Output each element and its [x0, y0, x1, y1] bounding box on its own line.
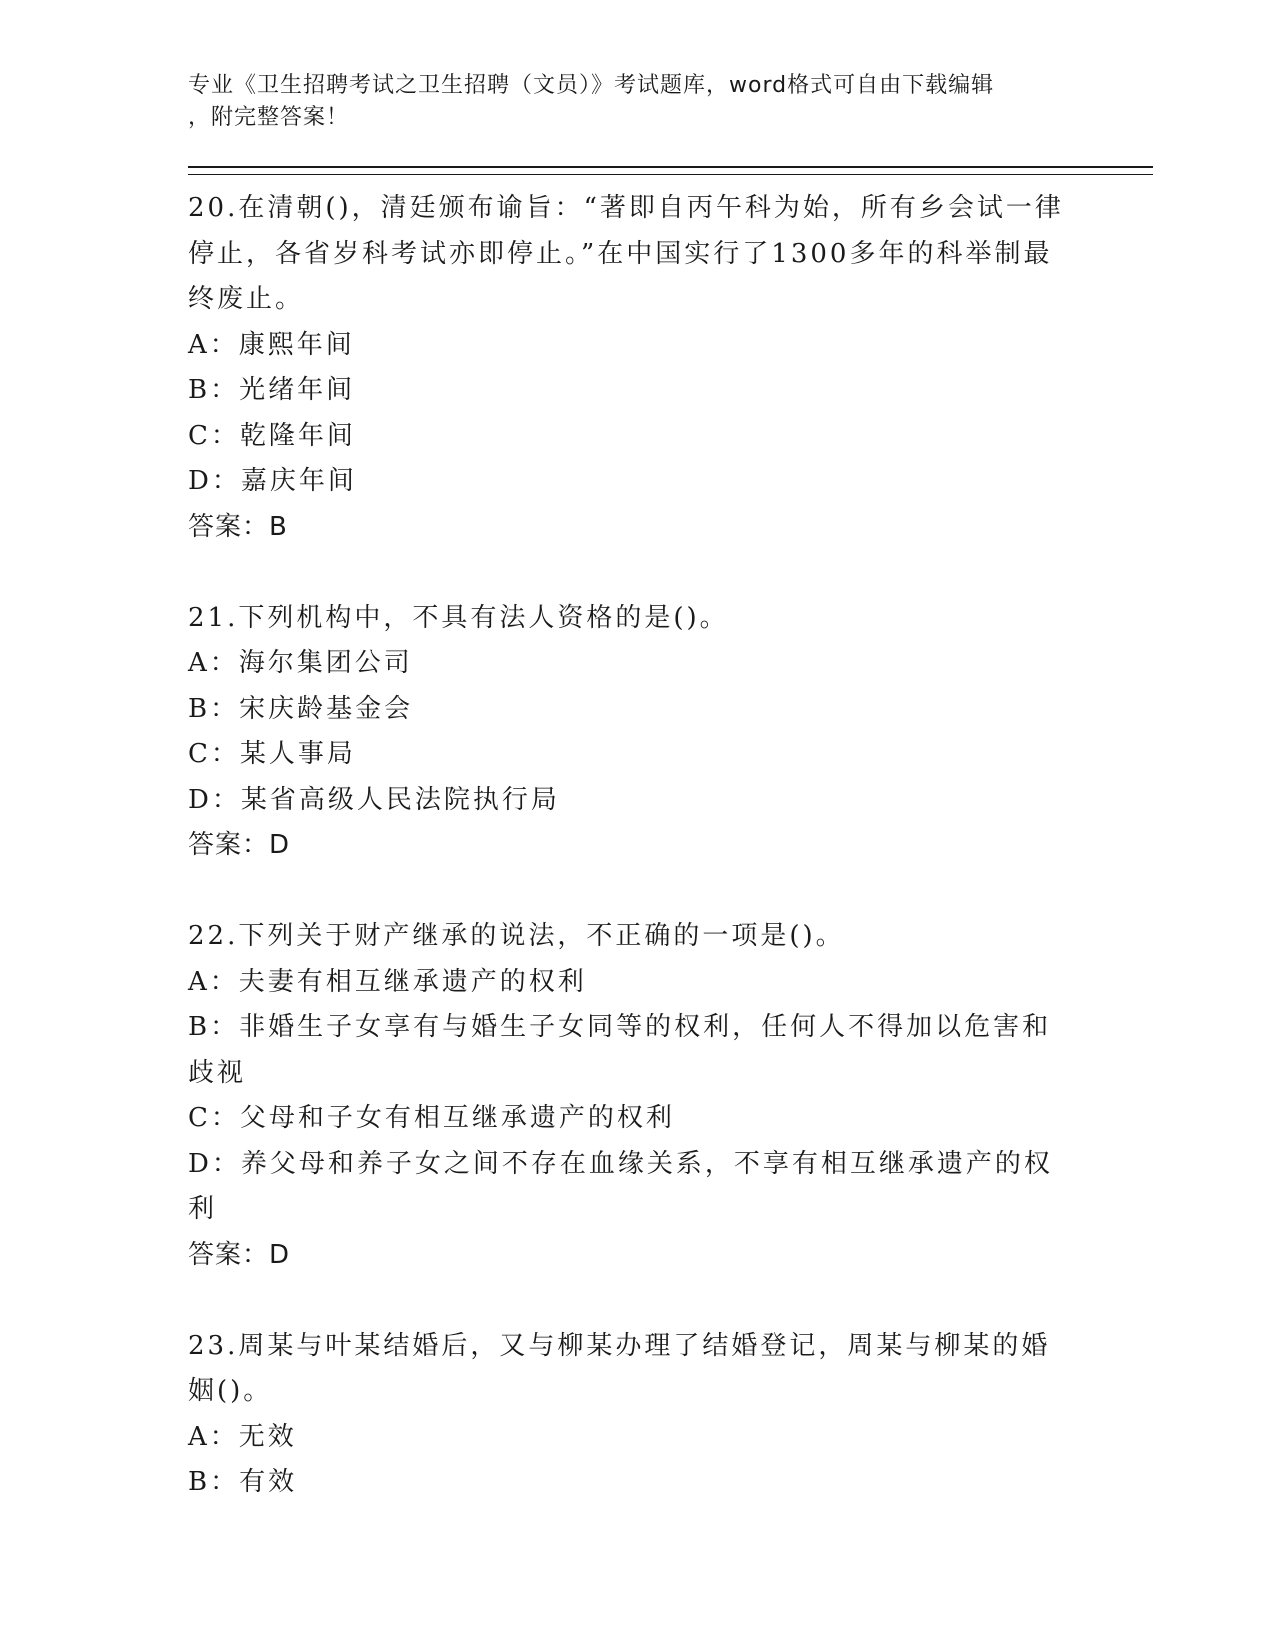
answer-line: 答案：D [188, 830, 291, 860]
option-c: C：某人事局 [188, 739, 356, 769]
document-page [188, 70, 1153, 1506]
option-c: C：乾隆年间 [188, 420, 356, 451]
option-d: D：某省高级人民法院执行局 [188, 784, 560, 815]
question-23 [188, 1324, 1068, 1506]
document-header [188, 70, 1068, 134]
option-b: B：宋庆龄基金会 [188, 693, 414, 724]
option-d: D：养父母和养子女之间不存在血缘关系，不享有相互继承遗产的权利 [188, 1148, 1053, 1224]
spacer [188, 869, 1068, 915]
option-b: B：有效 [188, 1467, 298, 1497]
question-21 [188, 596, 1068, 869]
question-22 [188, 914, 1068, 1278]
option-a: A：无效 [188, 1421, 297, 1452]
option-a: A：夫妻有相互继承遗产的权利 [188, 966, 587, 997]
spacer [188, 550, 1068, 596]
header-line-2: ，附完整答案！ [188, 105, 350, 130]
option-a: A：康熙年间 [188, 329, 355, 360]
option-c: C：父母和子女有相互继承遗产的权利 [188, 1103, 675, 1133]
header-divider [188, 166, 1153, 175]
spacer [188, 1278, 1068, 1324]
option-b: B：光绪年间 [188, 375, 356, 405]
option-d: D：嘉庆年间 [188, 466, 357, 496]
question-stem: 22.下列关于财产继承的说法，不正确的一项是()。 [188, 921, 845, 951]
question-20 [188, 186, 1068, 550]
question-stem: 23.周某与叶某结婚后，又与柳某办理了结婚登记，周某与柳某的婚姻()。 [188, 1330, 1051, 1406]
question-stem: 20.在清朝()，清廷颁布谕旨：“著即自丙午科为始，所有乡会试一律停止，各省岁科考试亦即停止。”在中国实行了1300多年的科举制最终废止。 [188, 193, 1064, 314]
option-a: A：海尔集团公司 [188, 648, 413, 678]
question-stem: 21.下列机构中，不具有法人资格的是()。 [188, 602, 729, 633]
answer-line: 答案：B [188, 511, 288, 542]
answer-line: 答案：D [188, 1239, 291, 1270]
option-b: B：非婚生子女享有与婚生子女同等的权利，任何人不得加以危害和歧视 [188, 1012, 1052, 1088]
header-line-1: 专业《卫生招聘考试之卫生招聘（文员）》考试题库，word格式可自由下载编辑 [188, 73, 995, 98]
question-list [188, 186, 1068, 1506]
